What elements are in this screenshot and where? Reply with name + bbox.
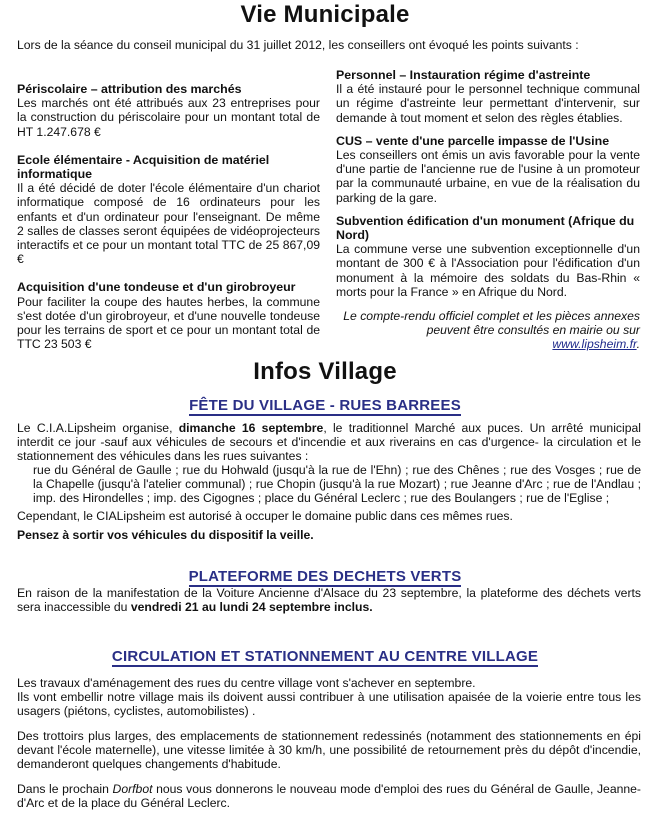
- circulation-p2: Ils vont embellir notre village mais ils doivent aussi contribuer à une utilisation apaisée de la voierie entre tous les usagers (piétons, cyclistes, automobilistes) .: [17, 690, 641, 719]
- page-title-vie-municipale: Vie Municipale: [240, 1, 410, 28]
- section-text: Les conseillers ont émis un avis favorable pour la vente d'une partie de l'ancienne rue de l'usine à un promoteur par la communauté urbaine, en vue de la réalisation du parking de la gare.: [336, 148, 640, 205]
- dechets-paragraph: [17, 586, 641, 614]
- note-compte-rendu: [336, 309, 640, 352]
- section-tondeuse: [17, 280, 320, 351]
- p4-text-a: Dans le prochain: [17, 782, 113, 796]
- page-title-infos-village: Infos Village: [253, 358, 397, 385]
- website-link[interactable]: www.lipsheim.fr: [552, 337, 637, 352]
- fete-text-a: Le C.I.A.Lipsheim organise,: [17, 421, 179, 435]
- circulation-p4: [17, 782, 641, 810]
- section-title: Personnel – Instauration régime d'astreinte: [336, 68, 591, 82]
- section-title: Acquisition d'une tondeuse et d'un girobroyeur: [17, 280, 296, 295]
- fete-date: dimanche 16 septembre: [178, 421, 324, 435]
- subheading-circulation: [0, 648, 650, 667]
- intro-text: Lors de la séance du conseil municipal du 31 juillet 2012, les conseillers ont évoqué les points suivants :: [17, 38, 579, 52]
- street-list: rue du Général de Gaulle ; rue du Hohwald (jusqu'à la rue de l'Ehn) ; rue des Chênes ; rue des Vosges ; rue de la Chapelle (jusqu'à l'atelier communal) ; rue Chopin (jusqu'à la rue Mozart) ; rue Jeanne d'Arc ; rue de l'Andlau ; imp. des Hirondelles ; imp. des Cigognes ; place du Général Leclerc ; rue des Boulangers ; rue de l'Eglise ;: [33, 463, 641, 506]
- subheading-fete: [0, 397, 650, 416]
- dechets-dates: vendredi 21 au lundi 24 septembre inclus.: [130, 600, 373, 615]
- p4-text-c: nous vous donnerons le nouveau mode d'emploi des rues du Général de Gaulle, Jeanne-d'Arc et de la place du Général Leclerc.: [17, 782, 641, 811]
- section-text: Il a été instauré pour le personnel technique communal un régime d'astreinte leur permettant d'intervenir, sur demande à tout moment et selon des règles établies.: [336, 82, 640, 125]
- subheading-text: PLATEFORME DES DECHETS VERTS: [188, 568, 462, 585]
- section-text: Pour faciliter la coupe des hautes herbes, la commune s'est dotée d'un girobroyeur, et d'une nouvelle tondeuse pour les terrains de sport et ce pour un montant total de TTC 23 503 €: [17, 294, 320, 352]
- section-cus: [336, 134, 640, 205]
- section-title: Périscolaire – attribution des marchés: [17, 82, 242, 96]
- section-title: Ecole élémentaire - Acquisition de matériel informatique: [17, 152, 270, 182]
- fete-pensez: Pensez à sortir vos véhicules du dispositif la veille.: [17, 528, 314, 542]
- section-personnel: [336, 68, 640, 125]
- note-text: Le compte-rendu officiel complet et les pièces annexes peuvent être consultés en mairie ou sur: [343, 309, 640, 338]
- note-end: .: [636, 337, 640, 352]
- section-subvention: [336, 214, 640, 299]
- circulation-p3: Des trottoirs plus larges, des emplacements de stationnement redessinés (notamment des stationnements en épi devant l'école maternelle), une vitesse limitée à 30 km/h, une possibilité de retournement près du dépôt d'incendie, demanderont quelques changements d'habitude.: [17, 729, 641, 772]
- subheading-text: CIRCULATION ET STATIONNEMENT AU CENTRE VILLAGE: [111, 648, 539, 665]
- subheading-dechets: [0, 568, 650, 587]
- circulation-p1: Les travaux d'aménagement des rues du centre village vont s'achever en septembre.: [17, 676, 476, 690]
- dorfbot-name: Dorfbot: [112, 782, 153, 796]
- section-title: Subvention édification d'un monument (Afrique du Nord): [336, 213, 635, 243]
- fete-text-c: , le traditionnel Marché aux puces. Un arrêté municipal interdit ce jour -sauf aux véhicules de secours et d'incendie et aux riverains en cas d'urgence- la circulation et le stationnement des véhicules dans les rues suivantes :: [17, 421, 641, 464]
- fete-paragraph: [17, 421, 641, 464]
- section-ecole: [17, 153, 320, 267]
- right-column: [336, 68, 640, 352]
- section-title: CUS – vente d'une parcelle impasse de l'Usine: [336, 133, 610, 148]
- dechets-text: En raison de la manifestation de la Voiture Ancienne d'Alsace du 23 septembre, la plateforme des déchets verts sera inaccessible du: [17, 586, 641, 615]
- left-column: [17, 82, 320, 351]
- fete-cependant: Cependant, le CIALipsheim est autorisé à occuper le domaine public dans ces mêmes rues.: [17, 509, 513, 523]
- section-periscolaire: [17, 82, 320, 139]
- subheading-text: FÊTE DU VILLAGE - RUES BARREES: [189, 397, 461, 414]
- section-text: La commune verse une subvention exceptionnelle d'un montant de 300 € à l'Association pour l'édification d'un monument à la mémoire des soldats du Bas-Rhin « morts pour la France » en Afrique du Nord.: [336, 242, 640, 299]
- section-text: Les marchés ont été attribués aux 23 entreprises pour la construction du périscolaire pour un montant total de HT 1.247.678 €: [17, 96, 320, 139]
- section-text: Il a été décidé de doter l'école élémentaire d'un chariot informatique composé de 16 ordinateurs pour les enfants et d'un ordinateur pour l'enseignant. De même 2 salles de classes seront équipées de vidéoprojecteurs interactifs et ce pour un montant total TTC de 25 867,09 €: [17, 181, 320, 267]
